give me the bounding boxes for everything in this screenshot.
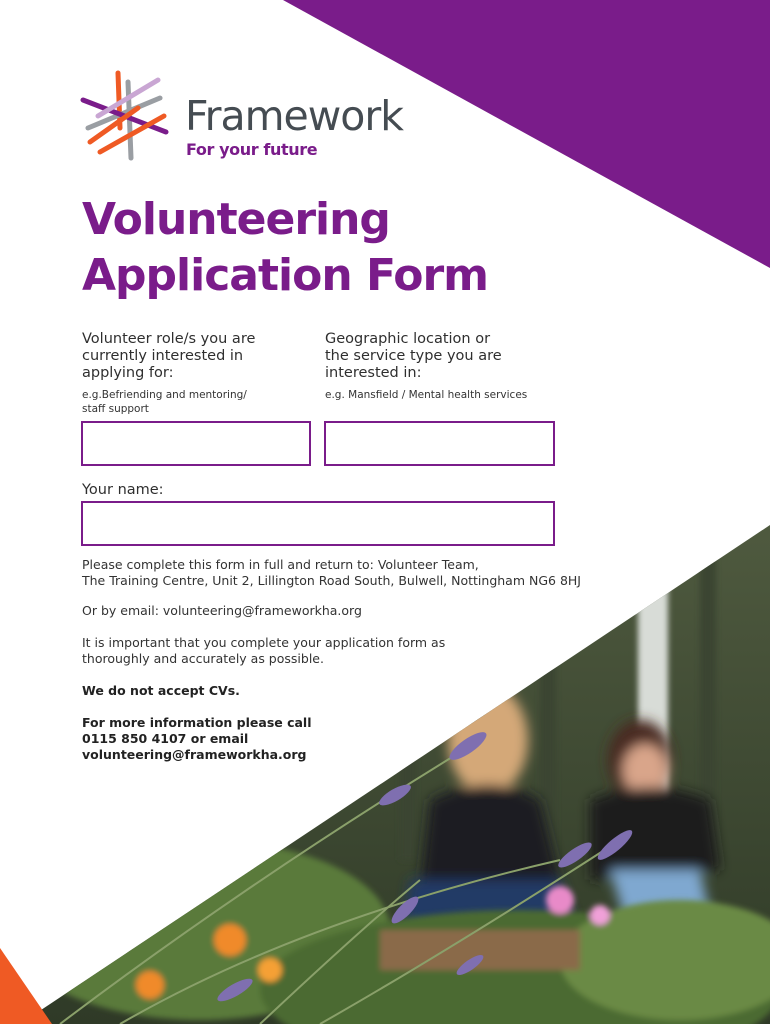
return-line-1: Please complete this form in full and return to: Volunteer Team, bbox=[82, 557, 479, 572]
more-info-line-1: For more information please call bbox=[82, 715, 312, 730]
important-line-1: It is important that you complete your application form as bbox=[82, 635, 446, 650]
email-text: Or by email: volunteering@frameworkha.org bbox=[82, 603, 362, 618]
no-cvs-text: We do not accept CVs. bbox=[82, 683, 240, 698]
important-line-2: thoroughly and accurately as possible. bbox=[82, 651, 324, 666]
location-label-line-3: interested in: bbox=[325, 365, 422, 381]
name-label: Your name: bbox=[82, 482, 164, 498]
name-input[interactable] bbox=[81, 501, 555, 546]
role-label bbox=[82, 331, 255, 382]
important-text bbox=[82, 635, 445, 667]
location-label bbox=[325, 331, 502, 382]
role-hint-line-2: staff support bbox=[82, 403, 149, 415]
brand-name: Framework bbox=[185, 92, 403, 140]
more-info-line-2: 0115 850 4107 or email bbox=[82, 731, 249, 746]
role-label-line-1: Volunteer role/s you are bbox=[82, 331, 256, 347]
more-info-line-3: volunteering@frameworkha.org bbox=[82, 747, 307, 762]
garden-photo bbox=[0, 520, 770, 1024]
location-label-line-1: Geographic location or bbox=[325, 331, 491, 347]
location-hint: e.g. Mansfield / Mental health services bbox=[325, 389, 528, 401]
page-title bbox=[82, 192, 488, 304]
location-input[interactable] bbox=[324, 421, 555, 466]
title-line-2: Application Form bbox=[82, 250, 489, 301]
brand-tagline: For your future bbox=[186, 140, 318, 159]
return-line-2: The Training Centre, Unit 2, Lillington Road South, Bulwell, Nottingham NG6 8HJ bbox=[82, 573, 581, 588]
more-info-text bbox=[82, 715, 312, 763]
role-label-line-3: applying for: bbox=[82, 365, 174, 381]
role-hint bbox=[82, 388, 247, 416]
role-label-line-2: currently interested in bbox=[82, 348, 244, 364]
title-line-1: Volunteering bbox=[82, 194, 390, 245]
role-hint-line-1: e.g.Befriending and mentoring/ bbox=[82, 389, 247, 401]
volunteer-role-input[interactable] bbox=[81, 421, 311, 466]
return-address-text bbox=[82, 557, 581, 589]
location-label-line-2: the service type you are bbox=[325, 348, 502, 364]
